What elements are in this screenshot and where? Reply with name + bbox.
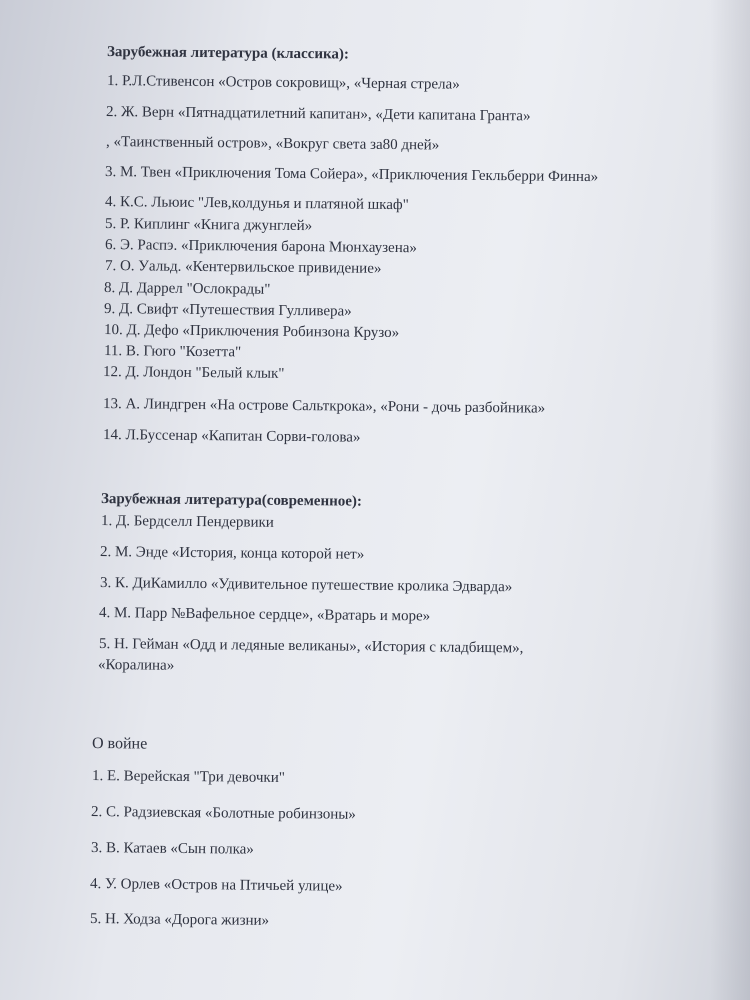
list-item: 1. Е. Верейская "Три девочки" (91, 768, 285, 787)
list-item: 3. В. Катаев «Сын полка» (90, 840, 254, 858)
list-item: 5. Н. Гейман «Одд и ледяные великаны», «История с кладбищем», (98, 636, 524, 657)
list-item: 3. К. ДиКамилло «Удивительное путешествие кролика Эдварда» (99, 575, 513, 596)
list-item: «Коралина» (97, 657, 175, 674)
list-item: 4. М. Парр №Вафельное сердце», «Вратарь и море» (98, 605, 431, 625)
list-item: 1. Д. Бердселл Пендервики (100, 513, 274, 531)
list-item: 2. М. Энде «История, конца которой нет» (99, 544, 365, 563)
list-item: 6. Э. Распэ. «Приключения барона Мюнхаузена» (104, 237, 418, 257)
list-item: , «Таинственный остров», «Вокруг света за80 дней» (105, 134, 440, 154)
page-edge-shadow (710, 0, 750, 1000)
section-heading-war: О войне (91, 735, 148, 753)
list-item: 12. Д. Лондон "Белый клык" (102, 364, 285, 382)
list-item: 4. У. Орлев «Остров на Птичьей улице» (89, 876, 343, 895)
list-item: 13. А. Линдгрен «На острове Сальткрока», «Рони - дочь разбойника» (102, 396, 546, 417)
list-item: 9. Д. Свифт «Путешествия Гулливера» (103, 301, 352, 320)
list-item: 4. К.С. Льюис "Лев,колдунья и платяной шкаф" (104, 194, 409, 214)
list-item: 3. М. Твен «Приключения Тома Сойера», «Приключения Гекльберри Финна» (104, 164, 599, 186)
list-item: 8. Д. Даррел "Ослокрады" (103, 280, 271, 298)
list-item: 2. Ж. Верн «Пятнадцатилетний капитан», «Дети капитана Гранта» (105, 104, 531, 125)
section-heading-classic: Зарубежная литература (классика): (106, 44, 350, 63)
list-item: 7. О. Уальд. «Кентервильское привидение» (104, 258, 382, 277)
list-item: 5. Н. Ходза «Дорога жизни» (89, 911, 270, 929)
list-item: 11. В. Гюго "Козетта" (103, 343, 242, 361)
list-item: 5. Р. Киплинг «Книга джунглей» (104, 216, 313, 235)
list-item: 1. Р.Л.Стивенсон «Остров сокровищ», «Черная стрела» (106, 73, 460, 93)
section-heading-modern: Зарубежная литература(современное): (100, 491, 363, 510)
list-item: 2. С. Радзиевская «Болотные робинзоны» (90, 804, 356, 823)
list-item: 14. Л.Буссенар «Капитан Сорви-голова» (102, 427, 361, 446)
list-item: 10. Д. Дефо «Приключения Робинзона Крузо» (103, 322, 400, 342)
